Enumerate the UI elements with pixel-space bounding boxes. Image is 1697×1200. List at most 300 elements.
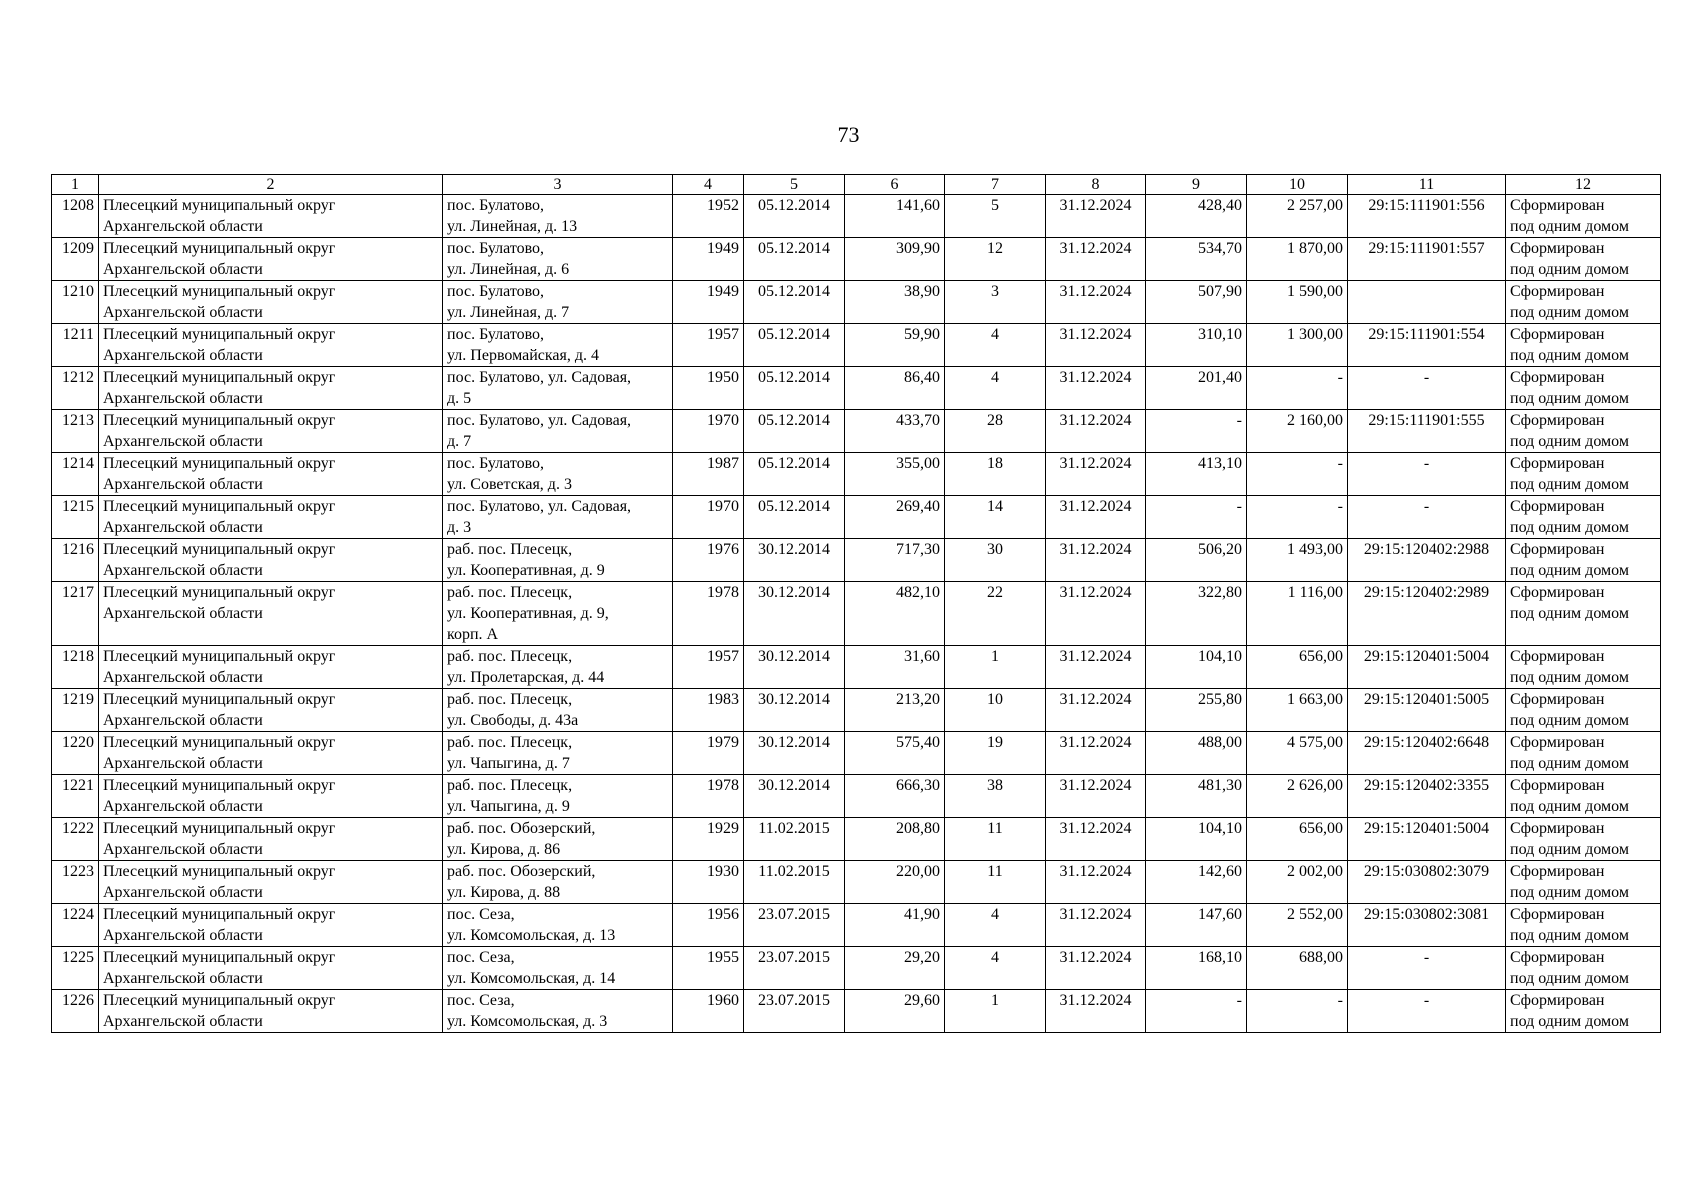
value-cell: - — [1247, 496, 1348, 539]
owner-cell — [99, 732, 443, 775]
value-cell: 1 116,00 — [1247, 582, 1348, 646]
land-cell: 413,10 — [1146, 453, 1247, 496]
address-cell-line: пос. Сеза, — [447, 992, 515, 1009]
status-cell-line: Сформирован — [1510, 498, 1605, 515]
value-cell: 4 575,00 — [1247, 732, 1348, 775]
status-cell-line: под одним домом — [1510, 755, 1629, 772]
area-cell: 575,40 — [845, 732, 945, 775]
owner-cell — [99, 582, 443, 646]
residents-cell: 4 — [945, 367, 1046, 410]
residents-cell: 4 — [945, 324, 1046, 367]
status-cell-line: Сформирован — [1510, 283, 1605, 300]
cadastral-cell: - — [1348, 990, 1506, 1033]
deadline-cell: 31.12.2024 — [1046, 732, 1146, 775]
value-cell: 2 002,00 — [1247, 861, 1348, 904]
owner-cell-line: Плесецкий муниципальный округ — [103, 498, 336, 515]
owner-cell-line: Плесецкий муниципальный округ — [103, 691, 336, 708]
status-cell — [1506, 453, 1661, 496]
owner-cell-line: Архангельской области — [103, 712, 263, 729]
row-number: 1216 — [52, 539, 99, 582]
area-cell: 41,90 — [845, 904, 945, 947]
address-cell-line: раб. пос. Обозерский, — [447, 820, 596, 837]
residents-cell: 1 — [945, 646, 1046, 689]
residents-cell: 28 — [945, 410, 1046, 453]
value-cell: 1 663,00 — [1247, 689, 1348, 732]
address-cell-line: ул. Комсомольская, д. 13 — [447, 927, 616, 944]
status-cell-line: Сформирован — [1510, 777, 1605, 794]
table-row — [52, 990, 1661, 1033]
column-header: 11 — [1348, 175, 1506, 195]
area-cell: 355,00 — [845, 453, 945, 496]
date-cell: 30.12.2014 — [744, 646, 845, 689]
value-cell: 2 160,00 — [1247, 410, 1348, 453]
area-cell: 269,40 — [845, 496, 945, 539]
year-cell: 1930 — [673, 861, 744, 904]
status-cell-line: Сформирован — [1510, 369, 1605, 386]
table-row — [52, 732, 1661, 775]
owner-cell-line: Архангельской области — [103, 841, 263, 858]
value-cell: 688,00 — [1247, 947, 1348, 990]
residents-cell: 11 — [945, 818, 1046, 861]
deadline-cell: 31.12.2024 — [1046, 904, 1146, 947]
table-row — [52, 689, 1661, 732]
table-row — [52, 324, 1661, 367]
table-row — [52, 453, 1661, 496]
address-cell-line: ул. Комсомольская, д. 3 — [447, 1013, 608, 1030]
year-cell: 1957 — [673, 324, 744, 367]
column-header: 4 — [673, 175, 744, 195]
address-cell-line: пос. Булатово, — [447, 240, 545, 257]
address-cell-line: ул. Кооперативная, д. 9, — [447, 605, 609, 622]
status-cell-line: под одним домом — [1510, 476, 1629, 493]
row-number: 1212 — [52, 367, 99, 410]
status-cell-line: Сформирован — [1510, 820, 1605, 837]
row-number: 1220 — [52, 732, 99, 775]
table-row — [52, 496, 1661, 539]
date-cell: 23.07.2015 — [744, 947, 845, 990]
deadline-cell: 31.12.2024 — [1046, 689, 1146, 732]
address-cell — [443, 582, 673, 646]
owner-cell-line: Архангельской области — [103, 476, 263, 493]
residents-cell: 4 — [945, 947, 1046, 990]
area-cell: 31,60 — [845, 646, 945, 689]
column-header: 9 — [1146, 175, 1247, 195]
year-cell: 1950 — [673, 367, 744, 410]
owner-cell-line: Архангельской области — [103, 669, 263, 686]
address-cell-line: раб. пос. Плесецк, — [447, 541, 573, 558]
status-cell-line: Сформирован — [1510, 197, 1605, 214]
value-cell: - — [1247, 990, 1348, 1033]
year-cell: 1987 — [673, 453, 744, 496]
address-cell — [443, 539, 673, 582]
residents-cell: 4 — [945, 904, 1046, 947]
date-cell: 23.07.2015 — [744, 904, 845, 947]
date-cell: 05.12.2014 — [744, 496, 845, 539]
table-row — [52, 861, 1661, 904]
status-cell — [1506, 689, 1661, 732]
address-cell-line: ул. Чапыгина, д. 7 — [447, 755, 570, 772]
row-number: 1211 — [52, 324, 99, 367]
owner-cell — [99, 689, 443, 732]
area-cell: 433,70 — [845, 410, 945, 453]
address-cell-line: д. 3 — [447, 519, 472, 536]
owner-cell — [99, 861, 443, 904]
land-cell: 322,80 — [1146, 582, 1247, 646]
residents-cell: 5 — [945, 195, 1046, 238]
area-cell: 220,00 — [845, 861, 945, 904]
owner-cell-line: Плесецкий муниципальный округ — [103, 584, 336, 601]
area-cell: 213,20 — [845, 689, 945, 732]
date-cell: 30.12.2014 — [744, 582, 845, 646]
year-cell: 1957 — [673, 646, 744, 689]
date-cell: 05.12.2014 — [744, 324, 845, 367]
column-header: 1 — [52, 175, 99, 195]
status-cell-line: под одним домом — [1510, 884, 1629, 901]
row-number: 1224 — [52, 904, 99, 947]
address-cell-line: ул. Линейная, д. 6 — [447, 261, 570, 278]
status-cell-line: Сформирован — [1510, 326, 1605, 343]
status-cell-line: Сформирован — [1510, 906, 1605, 923]
row-number: 1214 — [52, 453, 99, 496]
status-cell — [1506, 947, 1661, 990]
owner-cell — [99, 238, 443, 281]
value-cell: 2 626,00 — [1247, 775, 1348, 818]
address-cell-line: ул. Пролетарская, д. 44 — [447, 669, 605, 686]
status-cell-line: под одним домом — [1510, 562, 1629, 579]
date-cell: 30.12.2014 — [744, 689, 845, 732]
status-cell — [1506, 904, 1661, 947]
status-cell-line: под одним домом — [1510, 433, 1629, 450]
status-cell-line: Сформирован — [1510, 691, 1605, 708]
owner-cell-line: Архангельской области — [103, 884, 263, 901]
address-cell — [443, 775, 673, 818]
status-cell — [1506, 861, 1661, 904]
land-cell: 255,80 — [1146, 689, 1247, 732]
owner-cell-line: Архангельской области — [103, 562, 263, 579]
land-cell: - — [1146, 496, 1247, 539]
cadastral-cell: 29:15:120401:5005 — [1348, 689, 1506, 732]
owner-cell-line: Плесецкий муниципальный округ — [103, 863, 336, 880]
column-header: 2 — [99, 175, 443, 195]
status-cell-line: под одним домом — [1510, 347, 1629, 364]
table-row — [52, 367, 1661, 410]
address-cell-line: пос. Булатово, — [447, 283, 545, 300]
address-cell-line: ул. Чапыгина, д. 9 — [447, 798, 570, 815]
owner-cell-line: Плесецкий муниципальный округ — [103, 240, 336, 257]
address-cell-line: пос. Булатово, — [447, 326, 545, 343]
residents-cell: 3 — [945, 281, 1046, 324]
owner-cell — [99, 281, 443, 324]
row-number: 1226 — [52, 990, 99, 1033]
column-header: 10 — [1247, 175, 1348, 195]
address-cell-line: ул. Линейная, д. 7 — [447, 304, 570, 321]
value-cell: 656,00 — [1247, 646, 1348, 689]
address-cell — [443, 367, 673, 410]
status-cell-line: под одним домом — [1510, 669, 1629, 686]
owner-cell-line: Плесецкий муниципальный округ — [103, 992, 336, 1009]
cadastral-cell: 29:15:111901:555 — [1348, 410, 1506, 453]
address-cell — [443, 861, 673, 904]
column-header: 6 — [845, 175, 945, 195]
table-row — [52, 238, 1661, 281]
cadastral-cell: 29:15:120401:5004 — [1348, 646, 1506, 689]
land-cell: 507,90 — [1146, 281, 1247, 324]
area-cell: 29,60 — [845, 990, 945, 1033]
owner-cell-line: Архангельской области — [103, 304, 263, 321]
land-cell: 147,60 — [1146, 904, 1247, 947]
year-cell: 1970 — [673, 410, 744, 453]
owner-cell-line: Архангельской области — [103, 1013, 263, 1030]
row-number: 1210 — [52, 281, 99, 324]
status-cell-line: Сформирован — [1510, 949, 1605, 966]
address-cell-line: корп. А — [447, 626, 499, 643]
address-cell — [443, 324, 673, 367]
address-cell-line: пос. Булатово, — [447, 197, 545, 214]
residents-cell: 11 — [945, 861, 1046, 904]
residents-cell: 14 — [945, 496, 1046, 539]
row-number: 1219 — [52, 689, 99, 732]
table-row — [52, 947, 1661, 990]
land-cell: - — [1146, 410, 1247, 453]
status-cell-line: под одним домом — [1510, 712, 1629, 729]
owner-cell-line: Плесецкий муниципальный округ — [103, 283, 336, 300]
owner-cell-line: Архангельской области — [103, 218, 263, 235]
area-cell: 59,90 — [845, 324, 945, 367]
status-cell-line: под одним домом — [1510, 1013, 1629, 1030]
address-cell — [443, 732, 673, 775]
column-header: 5 — [744, 175, 845, 195]
address-cell — [443, 818, 673, 861]
address-cell-line: раб. пос. Обозерский, — [447, 863, 596, 880]
status-cell — [1506, 990, 1661, 1033]
residents-cell: 18 — [945, 453, 1046, 496]
column-header: 12 — [1506, 175, 1661, 195]
residents-cell: 1 — [945, 990, 1046, 1033]
land-cell: 168,10 — [1146, 947, 1247, 990]
address-cell — [443, 410, 673, 453]
row-number: 1225 — [52, 947, 99, 990]
owner-cell — [99, 990, 443, 1033]
cadastral-cell: - — [1348, 496, 1506, 539]
address-cell-line: ул. Первомайская, д. 4 — [447, 347, 599, 364]
cadastral-cell: 29:15:030802:3079 — [1348, 861, 1506, 904]
value-cell: 2 552,00 — [1247, 904, 1348, 947]
deadline-cell: 31.12.2024 — [1046, 947, 1146, 990]
address-cell-line: ул. Кирова, д. 88 — [447, 884, 561, 901]
value-cell: 2 257,00 — [1247, 195, 1348, 238]
deadline-cell: 31.12.2024 — [1046, 775, 1146, 818]
owner-cell-line: Плесецкий муниципальный округ — [103, 906, 336, 923]
owner-cell-line: Архангельской области — [103, 755, 263, 772]
owner-cell — [99, 539, 443, 582]
address-cell — [443, 496, 673, 539]
deadline-cell: 31.12.2024 — [1046, 453, 1146, 496]
date-cell: 30.12.2014 — [744, 539, 845, 582]
address-cell — [443, 947, 673, 990]
address-cell-line: ул. Свободы, д. 43а — [447, 712, 579, 729]
table-row — [52, 818, 1661, 861]
owner-cell — [99, 410, 443, 453]
owner-cell — [99, 947, 443, 990]
status-cell-line: под одним домом — [1510, 218, 1629, 235]
cadastral-cell: 29:15:120402:2988 — [1348, 539, 1506, 582]
date-cell: 11.02.2015 — [744, 818, 845, 861]
cadastral-cell: - — [1348, 453, 1506, 496]
status-cell-line: под одним домом — [1510, 519, 1629, 536]
owner-cell-line: Плесецкий муниципальный округ — [103, 197, 336, 214]
year-cell: 1978 — [673, 775, 744, 818]
deadline-cell: 31.12.2024 — [1046, 324, 1146, 367]
area-cell: 86,40 — [845, 367, 945, 410]
cadastral-cell: 29:15:111901:557 — [1348, 238, 1506, 281]
address-cell — [443, 238, 673, 281]
land-cell: 488,00 — [1146, 732, 1247, 775]
address-cell-line: раб. пос. Плесецк, — [447, 777, 573, 794]
owner-cell-line: Архангельской области — [103, 798, 263, 815]
year-cell: 1929 — [673, 818, 744, 861]
status-cell — [1506, 646, 1661, 689]
column-header: 8 — [1046, 175, 1146, 195]
status-cell — [1506, 238, 1661, 281]
status-cell — [1506, 281, 1661, 324]
address-cell-line: раб. пос. Плесецк, — [447, 734, 573, 751]
owner-cell — [99, 646, 443, 689]
residents-cell: 10 — [945, 689, 1046, 732]
deadline-cell: 31.12.2024 — [1046, 539, 1146, 582]
date-cell: 05.12.2014 — [744, 195, 845, 238]
area-cell: 29,20 — [845, 947, 945, 990]
year-cell: 1949 — [673, 281, 744, 324]
owner-cell-line: Архангельской области — [103, 927, 263, 944]
owner-cell-line: Плесецкий муниципальный округ — [103, 326, 336, 343]
page-number: 73 — [837, 122, 860, 147]
address-cell — [443, 646, 673, 689]
status-cell-line: под одним домом — [1510, 798, 1629, 815]
deadline-cell: 31.12.2024 — [1046, 496, 1146, 539]
deadline-cell: 31.12.2024 — [1046, 238, 1146, 281]
address-cell — [443, 904, 673, 947]
address-cell-line: ул. Кооперативная, д. 9 — [447, 562, 605, 579]
owner-cell-line: Архангельской области — [103, 605, 263, 622]
owner-cell-line: Плесецкий муниципальный округ — [103, 412, 336, 429]
owner-cell — [99, 195, 443, 238]
status-cell-line: Сформирован — [1510, 734, 1605, 751]
land-cell: 201,40 — [1146, 367, 1247, 410]
owner-cell — [99, 324, 443, 367]
area-cell: 309,90 — [845, 238, 945, 281]
row-number: 1222 — [52, 818, 99, 861]
year-cell: 1979 — [673, 732, 744, 775]
owner-cell-line: Архангельской области — [103, 433, 263, 450]
year-cell: 1978 — [673, 582, 744, 646]
year-cell: 1960 — [673, 990, 744, 1033]
area-cell: 38,90 — [845, 281, 945, 324]
owner-cell-line: Архангельской области — [103, 261, 263, 278]
deadline-cell: 31.12.2024 — [1046, 990, 1146, 1033]
land-cell: 428,40 — [1146, 195, 1247, 238]
status-cell-line: Сформирован — [1510, 412, 1605, 429]
year-cell: 1976 — [673, 539, 744, 582]
land-cell: 506,20 — [1146, 539, 1247, 582]
status-cell-line: Сформирован — [1510, 584, 1605, 601]
owner-cell — [99, 367, 443, 410]
cadastral-cell: 29:15:111901:556 — [1348, 195, 1506, 238]
table-row — [52, 582, 1661, 646]
address-cell-line: пос. Сеза, — [447, 906, 515, 923]
registry-body — [52, 195, 1661, 1033]
land-cell: 104,10 — [1146, 646, 1247, 689]
table-row — [52, 775, 1661, 818]
address-cell-line: пос. Булатово, ул. Садовая, — [447, 369, 632, 386]
land-cell: 534,70 — [1146, 238, 1247, 281]
address-cell-line: ул. Кирова, д. 86 — [447, 841, 561, 858]
status-cell-line: Сформирован — [1510, 863, 1605, 880]
year-cell: 1956 — [673, 904, 744, 947]
status-cell-line: под одним домом — [1510, 605, 1629, 622]
land-cell: - — [1146, 990, 1247, 1033]
address-cell — [443, 689, 673, 732]
row-number: 1209 — [52, 238, 99, 281]
status-cell-line: под одним домом — [1510, 841, 1629, 858]
deadline-cell: 31.12.2024 — [1046, 410, 1146, 453]
table-row — [52, 281, 1661, 324]
year-cell: 1970 — [673, 496, 744, 539]
year-cell: 1952 — [673, 195, 744, 238]
cadastral-cell: - — [1348, 947, 1506, 990]
deadline-cell: 31.12.2024 — [1046, 646, 1146, 689]
status-cell — [1506, 367, 1661, 410]
status-cell — [1506, 195, 1661, 238]
owner-cell — [99, 818, 443, 861]
address-cell-line: пос. Сеза, — [447, 949, 515, 966]
row-number: 1221 — [52, 775, 99, 818]
date-cell: 05.12.2014 — [744, 367, 845, 410]
address-cell-line: раб. пос. Плесецк, — [447, 691, 573, 708]
address-cell-line: ул. Советская, д. 3 — [447, 476, 572, 493]
date-cell: 23.07.2015 — [744, 990, 845, 1033]
status-cell — [1506, 539, 1661, 582]
status-cell — [1506, 775, 1661, 818]
status-cell-line: под одним домом — [1510, 970, 1629, 987]
address-cell-line: д. 7 — [447, 433, 472, 450]
owner-cell-line: Плесецкий муниципальный округ — [103, 734, 336, 751]
status-cell-line: под одним домом — [1510, 304, 1629, 321]
owner-cell — [99, 775, 443, 818]
residents-cell: 19 — [945, 732, 1046, 775]
owner-cell-line: Архангельской области — [103, 970, 263, 987]
address-cell — [443, 990, 673, 1033]
value-cell: 656,00 — [1247, 818, 1348, 861]
address-cell-line: раб. пос. Плесецк, — [447, 584, 573, 601]
owner-cell — [99, 453, 443, 496]
land-cell: 481,30 — [1146, 775, 1247, 818]
value-cell: - — [1247, 453, 1348, 496]
address-cell — [443, 281, 673, 324]
deadline-cell: 31.12.2024 — [1046, 582, 1146, 646]
deadline-cell: 31.12.2024 — [1046, 281, 1146, 324]
status-cell-line: Сформирован — [1510, 541, 1605, 558]
owner-cell-line: Архангельской области — [103, 390, 263, 407]
deadline-cell: 31.12.2024 — [1046, 861, 1146, 904]
address-cell-line: пос. Булатово, ул. Садовая, — [447, 412, 632, 429]
date-cell: 05.12.2014 — [744, 453, 845, 496]
cadastral-cell — [1348, 281, 1506, 324]
area-cell: 208,80 — [845, 818, 945, 861]
area-cell: 666,30 — [845, 775, 945, 818]
value-cell: 1 590,00 — [1247, 281, 1348, 324]
land-cell: 142,60 — [1146, 861, 1247, 904]
status-cell — [1506, 324, 1661, 367]
